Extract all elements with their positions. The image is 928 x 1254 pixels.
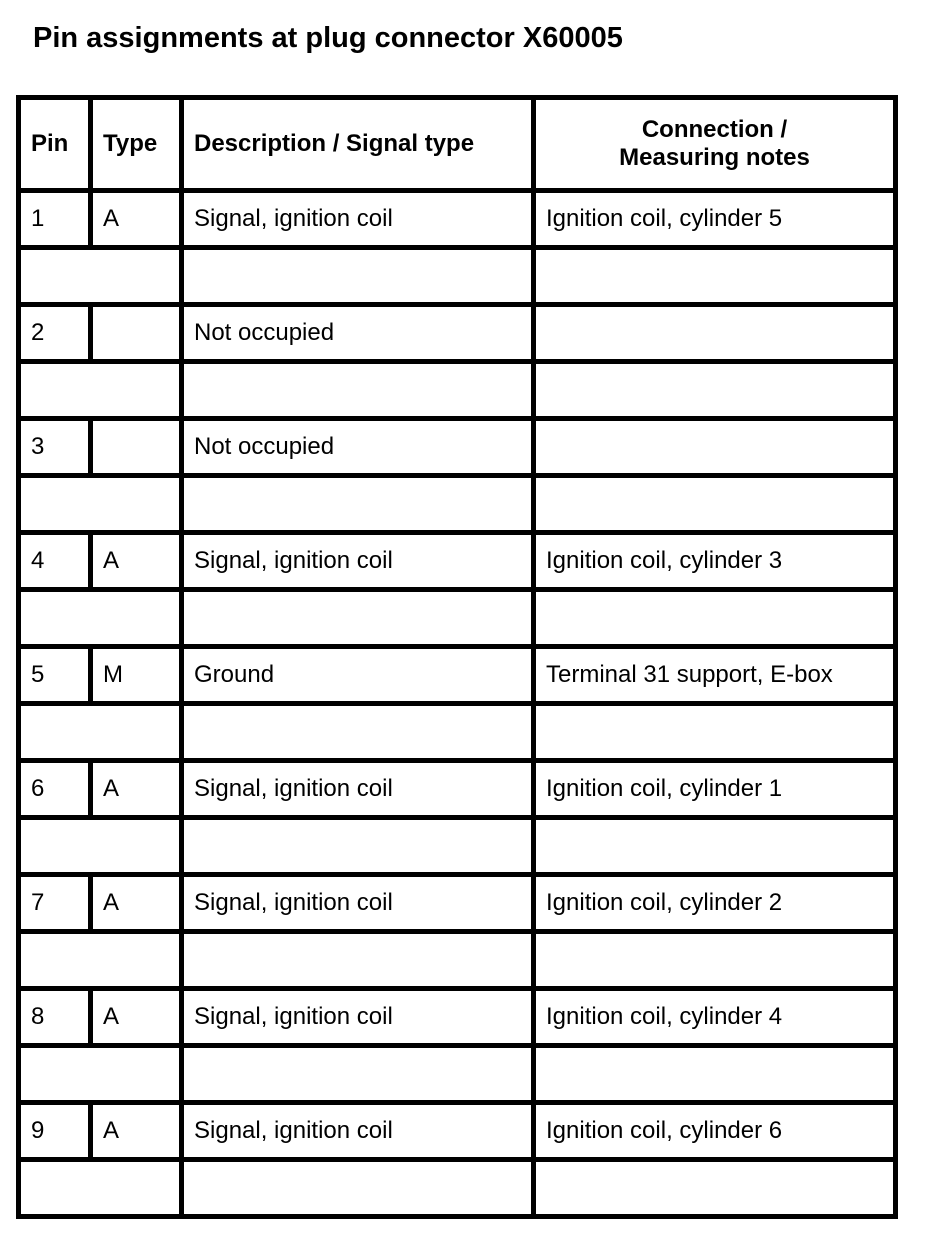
notes-cell <box>536 307 898 364</box>
spacer-row <box>21 1048 898 1105</box>
description-cell: Signal, ignition coil <box>184 1105 536 1162</box>
header-notes <box>536 100 898 193</box>
spacer-cell-pin-type <box>21 1048 184 1105</box>
type-cell: M <box>93 649 184 706</box>
table-body <box>21 193 898 1219</box>
spacer-cell-pin-type <box>21 364 184 421</box>
table-row <box>21 1105 898 1162</box>
spacer-cell-pin-type <box>21 478 184 535</box>
type-cell: A <box>93 535 184 592</box>
header-type: Type <box>93 100 184 193</box>
notes-cell <box>536 421 898 478</box>
spacer-row <box>21 364 898 421</box>
table-row <box>21 877 898 934</box>
notes-cell: Ignition coil, cylinder 1 <box>536 763 898 820</box>
pin-cell: 3 <box>21 421 93 478</box>
table-row <box>21 535 898 592</box>
spacer-cell-notes <box>536 478 898 535</box>
spacer-cell-pin-type <box>21 592 184 649</box>
description-cell: Signal, ignition coil <box>184 763 536 820</box>
spacer-cell-pin-type <box>21 1162 184 1219</box>
pin-cell: 9 <box>21 1105 93 1162</box>
spacer-row <box>21 592 898 649</box>
type-cell: A <box>93 193 184 250</box>
pin-cell: 6 <box>21 763 93 820</box>
spacer-row <box>21 934 898 991</box>
spacer-cell-notes <box>536 1162 898 1219</box>
spacer-row <box>21 706 898 763</box>
description-cell: Signal, ignition coil <box>184 535 536 592</box>
table-row <box>21 763 898 820</box>
table-row <box>21 307 898 364</box>
spacer-cell-pin-type <box>21 250 184 307</box>
type-cell: A <box>93 877 184 934</box>
table-row <box>21 193 898 250</box>
spacer-row <box>21 250 898 307</box>
description-cell: Ground <box>184 649 536 706</box>
pin-cell: 4 <box>21 535 93 592</box>
table-row <box>21 421 898 478</box>
spacer-cell-notes <box>536 1048 898 1105</box>
spacer-cell-description <box>184 706 536 763</box>
description-cell: Signal, ignition coil <box>184 991 536 1048</box>
table-header <box>21 100 898 193</box>
spacer-cell-pin-type <box>21 706 184 763</box>
pin-cell: 7 <box>21 877 93 934</box>
type-cell: A <box>93 991 184 1048</box>
table-row <box>21 649 898 706</box>
spacer-cell-notes <box>536 820 898 877</box>
pin-assignment-table <box>16 95 898 1219</box>
spacer-cell-notes <box>536 250 898 307</box>
spacer-cell-notes <box>536 592 898 649</box>
table-row <box>21 991 898 1048</box>
pin-cell: 2 <box>21 307 93 364</box>
spacer-cell-notes <box>536 706 898 763</box>
spacer-cell-pin-type <box>21 934 184 991</box>
description-cell: Signal, ignition coil <box>184 193 536 250</box>
spacer-cell-description <box>184 820 536 877</box>
spacer-row <box>21 1162 898 1219</box>
pin-cell: 1 <box>21 193 93 250</box>
pin-cell: 5 <box>21 649 93 706</box>
header-pin: Pin <box>21 100 93 193</box>
spacer-cell-description <box>184 1162 536 1219</box>
notes-cell: Ignition coil, cylinder 2 <box>536 877 898 934</box>
spacer-cell-description <box>184 592 536 649</box>
notes-cell: Ignition coil, cylinder 3 <box>536 535 898 592</box>
spacer-cell-description <box>184 250 536 307</box>
notes-cell: Terminal 31 support, E-box <box>536 649 898 706</box>
spacer-cell-description <box>184 478 536 535</box>
type-cell <box>93 421 184 478</box>
description-cell: Not occupied <box>184 307 536 364</box>
description-cell: Not occupied <box>184 421 536 478</box>
type-cell <box>93 307 184 364</box>
notes-cell: Ignition coil, cylinder 5 <box>536 193 898 250</box>
page-title: Pin assignments at plug connector X60005 <box>33 22 623 54</box>
spacer-row <box>21 820 898 877</box>
pin-cell: 8 <box>21 991 93 1048</box>
spacer-cell-description <box>184 364 536 421</box>
type-cell: A <box>93 1105 184 1162</box>
notes-cell: Ignition coil, cylinder 4 <box>536 991 898 1048</box>
spacer-cell-description <box>184 1048 536 1105</box>
spacer-cell-notes <box>536 364 898 421</box>
header-row <box>21 100 898 193</box>
spacer-cell-notes <box>536 934 898 991</box>
spacer-cell-description <box>184 934 536 991</box>
header-notes-line1: Connection / <box>641 116 788 143</box>
type-cell: A <box>93 763 184 820</box>
header-notes-line2: Measuring notes <box>619 144 810 171</box>
header-description: Description / Signal type <box>184 100 536 193</box>
spacer-row <box>21 478 898 535</box>
description-cell: Signal, ignition coil <box>184 877 536 934</box>
spacer-cell-pin-type <box>21 820 184 877</box>
notes-cell: Ignition coil, cylinder 6 <box>536 1105 898 1162</box>
